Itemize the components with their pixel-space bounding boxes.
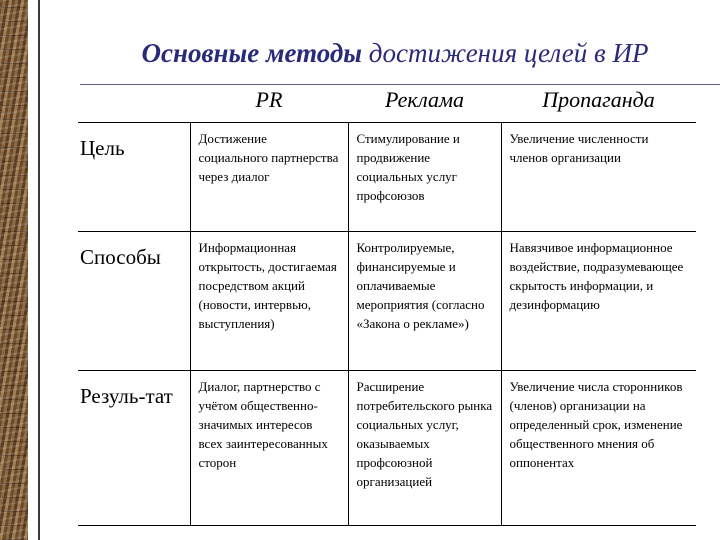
table-cell: Достижение социального партнерства через диалог (190, 123, 348, 232)
table-cell: Контролируемые, финансируемые и оплачиваемые мероприятия (согласно «Закона о рекламе») (348, 232, 501, 371)
comparison-table (78, 86, 696, 526)
table-cell: Стимулирование и продвижение социальных услуг профсоюзов (348, 123, 501, 232)
left-divider (38, 0, 40, 540)
table-cell: Расширение потребительского рынка социальных услуг, оказываемых профсоюзной организацией (348, 371, 501, 526)
slide-title-rest: достижения целей в ИР (362, 38, 649, 68)
table-cell: Увеличение численности членов организации (501, 123, 696, 232)
decorative-marble-strip (0, 0, 28, 540)
table-cell: Информационная открытость, достигаемая посредством акций (новости, интервью, выступления) (190, 232, 348, 371)
table-cell: Диалог, партнерство с учётом общественно-значимых интересов всех заинтересованных сторон (190, 371, 348, 526)
row-label-goal: Цель (78, 123, 190, 232)
row-label-methods: Способы (78, 232, 190, 371)
table-row (78, 123, 696, 232)
table-row (78, 232, 696, 371)
header-pr: PR (255, 87, 283, 112)
slide-title-bold: Основные методы (141, 38, 363, 68)
row-label-result: Резуль-тат (78, 371, 190, 526)
table-cell: Увеличение числа сторонников (членов) организации на определенный срок, изменение общественного мнения об оппонентах (501, 371, 696, 526)
table-header-row (78, 86, 696, 123)
header-empty (78, 86, 190, 123)
header-advertising: Реклама (384, 87, 465, 112)
table-cell: Навязчивое информационное воздействие, подразумевающее скрытость информации, и дезинформацию (501, 232, 696, 371)
slide-title (70, 38, 720, 69)
title-divider (80, 84, 720, 85)
header-propaganda: Пропаганда (542, 87, 655, 112)
table-row (78, 371, 696, 526)
